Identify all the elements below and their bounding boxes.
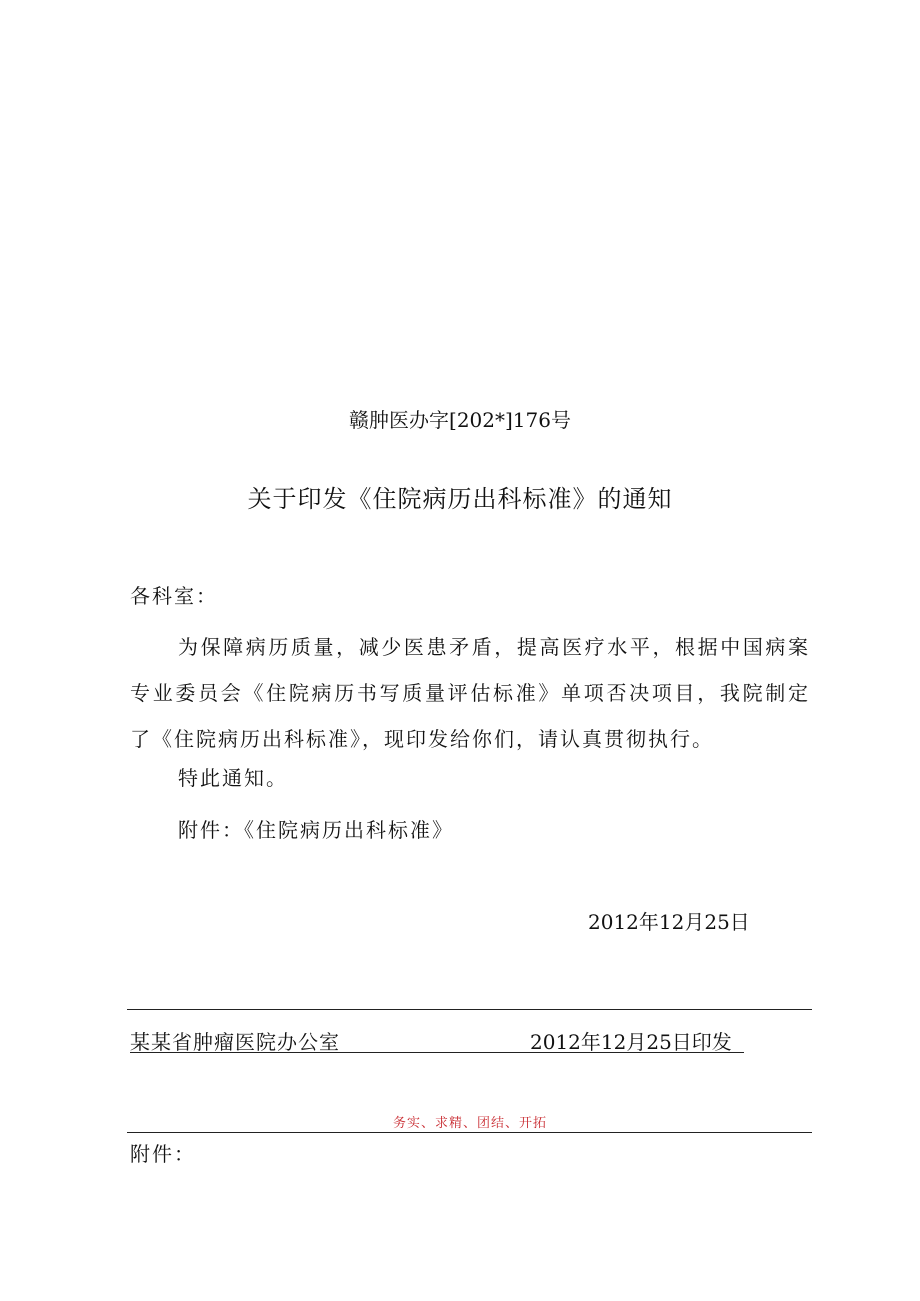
notice-closing: 特此通知。 [178, 766, 288, 790]
signature-date: 2012年12月25日 [588, 910, 750, 934]
footer-top-rule [127, 1009, 812, 1010]
document-title: 关于印发《住院病历出科标准》的通知 [247, 485, 673, 513]
issuer-row [130, 1026, 744, 1053]
attachment-reference: 附件：《住院病历出科标准》 [178, 818, 454, 842]
footer-bottom-rule [127, 1132, 812, 1133]
issuer-organization: 某某省肿瘤医院办公室 [130, 1030, 340, 1054]
body-paragraph: 为保障病历质量，减少医患矛盾，提高医疗水平，根据中国病案专业委员会《住院病历书写质量评估标准》单项否决项目，我院制定了《住院病历出科标准》，现印发给你们，请认真贯彻执行。 [130, 635, 810, 751]
issue-date: 2012年12月25日印发 [530, 1030, 732, 1054]
salutation: 各科室： [130, 584, 218, 608]
document-number: 赣肿医办字[202*]176号 [349, 408, 571, 432]
attachment-label: 附件： [130, 1142, 196, 1166]
motto: 务实、求精、团结、开拓 [392, 1116, 547, 1131]
